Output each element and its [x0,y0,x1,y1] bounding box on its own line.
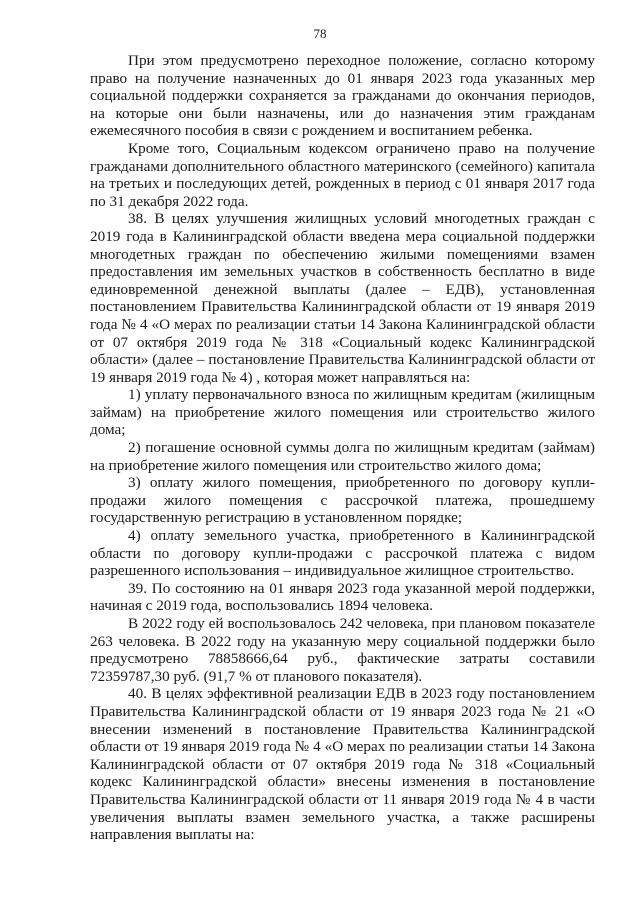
paragraph-39-statistics: 39. По состоянию на 01 января 2023 года указанной мерой поддержки, начиная с 2019 года, воспользовались 1894 человека. [90,579,595,615]
list-item-2: 2) погашение основной суммы долга по жилищным кредитам (займам) на приобретение жилого помещения или строительство жилого дома; [90,439,595,474]
paragraph-2022-results: В 2022 году ей воспользовалось 242 человека, при плановом показателе 263 человека. В 2022 году на указанную меру социальной поддержки было предусмотрено 78858666,64 руб., фактические затраты составили 72359787,30 руб. (91,7 % от планового показателя). [90,615,595,685]
paragraph-transitional-provision: При этом предусмотрено переходное положение, согласно которому право на получение назначенных до 01 января 2023 года указанных мер социальной поддержки сохраняется за гражданами до окончания периодов, на которые они были назначены, или до назначения этим гражданам ежемесячного пособия в связи с рождением и воспитанием ребенка. [90,52,595,140]
list-item-4: 4) оплату земельного участка, приобретенного в Калининградской области по договору купли-продажи с рассрочкой платежа с видом разрешенного использования – индивидуальное жилищное строительство. [90,527,595,580]
list-item-1: 1) уплату первоначального взноса по жилищным кредитам (жилищным займам) на приобретение жилого помещения или строительство жилого дома; [90,386,595,439]
paragraph-40-amendments: 40. В целях эффективной реализации ЕДВ в 2023 году постановлением Правительства Калининградской области от 19 января 2023 года № 21 «О внесении изменений в постановление Правительства Калининградской области от 19 января 2019 года № 4 «О мерах по реализации статьи 14 Закона Калининградской области от 07 октября 2019 года № 318 «Социальный кодекс Калининградской области» внесены изменения в постановление Правительства Калининградской области от 11 января 2019 года № 4 в части увеличения выплаты взамен земельного участка, а также расширены направления выплаты на: [90,685,595,844]
list-item-3: 3) оплату жилого помещения, приобретенного по договору купли-продажи жилого помещения с рассрочкой платежа, прошедшему государственную регистрацию в установленном порядке; [90,474,595,527]
paragraph-38-edv: 38. В целях улучшения жилищных условий многодетных граждан с 2019 года в Калининградской области введена мера социальной поддержки многодетных граждан по обеспечению жилыми помещениями взамен предоставления им земельных участков в собственность бесплатно в виде единовременной денежной выплаты (далее – ЕДВ), установленная постановлением Правительства Калининградской области от 19 января 2019 года № 4 «О мерах по реализации статьи 14 Закона Калининградской области от 07 октября 2019 года № 318 «Социальный кодекс Калининградской области» (далее – постановление Правительства Калининградской области от 19 января 2019 года № 4) , которая может направляться на: [90,210,595,386]
document-body [90,52,595,844]
page-number: 78 [313,26,327,41]
paragraph-maternity-capital-limit: Кроме того, Социальным кодексом ограничено право на получение гражданами дополнительного областного материнского (семейного) капитала на третьих и последующих детей, рожденных в период с 01 января 2017 года по 31 декабря 2022 года. [90,139,595,210]
